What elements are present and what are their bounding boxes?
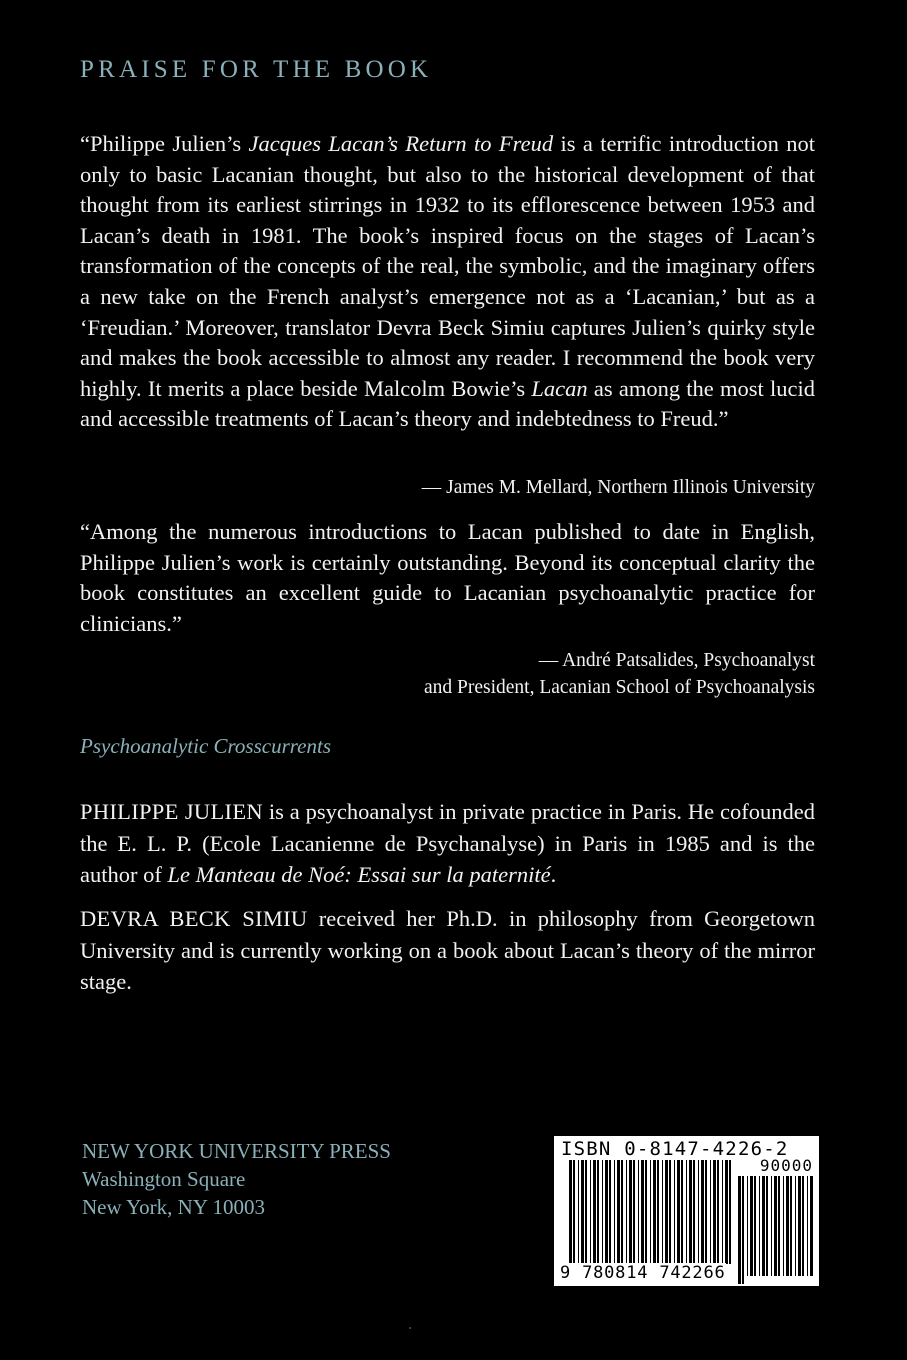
- barcode-bar: [783, 1176, 784, 1276]
- barcode-bar: [669, 1160, 671, 1264]
- author-book-title: Le Manteau de Noé: Essai sur la paternité: [167, 862, 551, 887]
- author-bio-text: is a psychoanalyst in private practice in Paris. He cofounded the E. L. P. (Ecole Lacanienne de Psychanalyse) in Paris in 1985 and is the author of: [80, 799, 815, 887]
- translator-bio: [80, 903, 815, 998]
- quote-1-end: as among the most lucid and accessible treatments of Lacan’s theory and indebtedness to Freud.”: [80, 375, 815, 432]
- barcode-bar: [674, 1160, 675, 1264]
- series-title: Psychoanalytic Crosscurrents: [80, 734, 331, 758]
- barcode-bar: [759, 1176, 760, 1276]
- barcode-bar: [605, 1160, 608, 1264]
- barcode-bar: [810, 1176, 813, 1276]
- quote-2-attribution-line-2: and President, Lacanian School of Psychoanalysis: [424, 677, 815, 698]
- barcode-bar: [633, 1160, 635, 1264]
- ean-number: 9 780814 742266: [560, 1263, 726, 1283]
- barcode-bar: [650, 1160, 651, 1264]
- barcode-bar: [681, 1160, 683, 1264]
- barcode-bar: [597, 1160, 599, 1264]
- barcode-bar: [614, 1160, 615, 1264]
- publisher-address-2: New York, NY 10003: [82, 1195, 265, 1219]
- review-quote-1: [80, 129, 815, 435]
- quote-1-open: “Philippe Julien’s: [80, 131, 249, 156]
- barcode-bar: [786, 1176, 789, 1276]
- quote-2-attribution-line-1: — André Patsalides, Psychoanalyst: [538, 650, 815, 671]
- publisher-name: NEW YORK UNIVERSITY PRESS: [82, 1139, 391, 1163]
- praise-heading: PRAISE FOR THE BOOK: [80, 56, 433, 83]
- barcode-bar: [738, 1176, 741, 1284]
- barcode-bar: [795, 1176, 796, 1276]
- isbn-barcode: [554, 1136, 819, 1286]
- barcode-bar: [653, 1160, 656, 1264]
- barcode-bar: [774, 1176, 777, 1276]
- barcode-bar: [778, 1176, 780, 1276]
- barcode-bar: [710, 1160, 711, 1264]
- barcode-bar: [717, 1160, 719, 1264]
- translator-bio-text: received her Ph.D. in philosophy from Georgetown University and is currently working on a book about Lacan’s theory of the mirror stage.: [80, 906, 815, 994]
- author-bio: [80, 796, 815, 891]
- barcode-bar: [725, 1160, 728, 1264]
- barcode-bar: [802, 1176, 804, 1276]
- barcode-bar: [677, 1160, 680, 1264]
- barcode-bar: [578, 1160, 579, 1264]
- publisher-block: [82, 1137, 391, 1221]
- translator-name: DEVRA BECK SIMIU: [80, 906, 308, 931]
- review-quote-2: “Among the numerous introductions to Lacan published to date in English, Philippe Julien’s work is certainly outstanding. Beyond its conceptual clarity the book constitutes an excellent guide to Lacanian psychoanalytic practice for clinicians.”: [80, 519, 815, 636]
- barcode-main-bars: [569, 1160, 732, 1272]
- barcode-bar: [742, 1176, 744, 1284]
- quote-2-attribution: [424, 647, 815, 701]
- barcode-bar: [705, 1160, 707, 1264]
- barcode-bar: [581, 1160, 584, 1264]
- barcode-bar: [754, 1176, 756, 1276]
- quote-1-cited-title: Lacan: [531, 375, 588, 401]
- barcode-bar: [573, 1160, 575, 1272]
- barcode-bar: [621, 1160, 623, 1264]
- barcode-bar: [771, 1176, 772, 1276]
- barcode-bar: [602, 1160, 603, 1264]
- barcode-bar: [590, 1160, 591, 1264]
- barcode-bar: [593, 1160, 596, 1264]
- barcode-bar: [689, 1160, 692, 1264]
- author-bio-end: .: [550, 862, 557, 887]
- barcode-bar: [790, 1176, 792, 1276]
- barcode-bar: [609, 1160, 611, 1264]
- quote-1-body: is a terrific introduction not only to basic Lacanian thought, but also to the historical development of that thought from its earliest stirrings in 1932 to its efflorescence between 1953 and Lacan’s death in 1981. The book’s inspired focus on the stages of Lacan’s transformation of the concepts of the real, the symbolic, and the imaginary offers a new take on the French analyst’s emergence not as a ‘Lacanian,’ but as a ‘Freudian.’ Moreover, translator Devra Beck Simiu captures Julien’s quirky style and makes the book accessible to almost any reader. I recommend the book very highly. It merits a place beside Malcolm Bowie’s: [80, 131, 816, 401]
- barcode-bar: [585, 1160, 587, 1264]
- barcode-bar: [569, 1160, 572, 1272]
- barcode-bar: [750, 1176, 753, 1276]
- barcode-bar: [766, 1176, 768, 1276]
- quote-1-book-title: Jacques Lacan’s Return to Freud: [248, 131, 554, 156]
- isbn-number: ISBN 0-8147-4226-2: [561, 1138, 789, 1160]
- barcode-bar: [701, 1160, 704, 1264]
- author-name: PHILIPPE JULIEN: [80, 799, 263, 824]
- quote-1-attribution: — James M. Mellard, Northern Illinois University: [421, 477, 815, 498]
- barcode-bar: [798, 1176, 801, 1276]
- barcode-bar: [657, 1160, 659, 1264]
- barcode-bar: [662, 1160, 663, 1272]
- price-code: 90000: [759, 1156, 813, 1175]
- barcode-bar: [722, 1160, 723, 1264]
- speck: [409, 1327, 411, 1329]
- barcode-bar: [693, 1160, 695, 1264]
- publisher-address-1: Washington Square: [82, 1167, 246, 1191]
- barcode-bar: [641, 1160, 644, 1264]
- barcode-bar: [629, 1160, 632, 1264]
- barcode-bar: [617, 1160, 620, 1264]
- barcode-bar: [665, 1160, 668, 1264]
- barcode-bar: [713, 1160, 716, 1264]
- barcode-bar: [686, 1160, 687, 1264]
- barcode-bar: [747, 1176, 748, 1276]
- barcode-bar: [645, 1160, 647, 1264]
- barcode-bar: [729, 1160, 731, 1264]
- barcode-bar: [762, 1176, 765, 1276]
- barcode-bar: [626, 1160, 627, 1264]
- barcode-addon-bars: [738, 1176, 814, 1284]
- barcode-bar: [698, 1160, 699, 1264]
- barcode-bar: [807, 1176, 808, 1276]
- barcode-bar: [638, 1160, 639, 1264]
